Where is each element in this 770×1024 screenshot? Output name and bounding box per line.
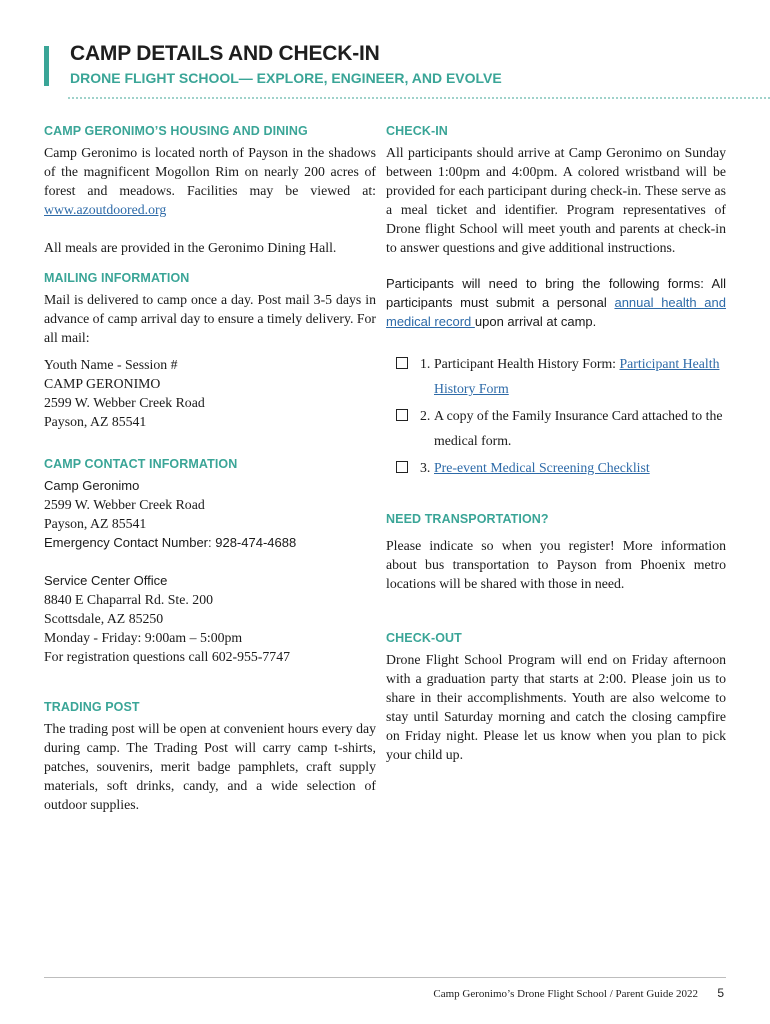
forms-checklist (386, 351, 726, 480)
meals-text: All meals are provided in the Geronimo Dining Hall. (44, 240, 337, 255)
item-text: A copy of the Family Insurance Card attached to the medical form. (434, 408, 723, 448)
address-line: CAMP GERONIMO (44, 376, 161, 391)
address-line: 2599 W. Webber Creek Road (44, 395, 205, 410)
mailing-section (44, 271, 376, 431)
housing-text (44, 143, 376, 219)
checklist-item (386, 455, 726, 480)
header-divider (68, 97, 770, 99)
right-column (386, 124, 726, 764)
registration-phone: For registration questions call 602-955-7747 (44, 649, 291, 664)
footer-text: Camp Geronimo’s Drone Flight School / Parent Guide 2022 (433, 988, 698, 1000)
mailing-text: Mail is delivered to camp once a day. Post mail 3-5 days in advance of camp arrival day to ensure a timely delivery. For all mail: (44, 292, 377, 345)
housing-body: Camp Geronimo is located north of Payson in the shadows of the magnificent Mogollon Rim on nearly 200 acres of forest and meadows. Facilities may be viewed at: (44, 145, 376, 198)
transport-text: Please indicate so when you register! More information about bus transportation to Payson from Phoenix metro locations will be shared with those in need. (386, 538, 726, 591)
contact-city: Payson, AZ 85541 (44, 516, 147, 531)
item-number: 2. (420, 408, 431, 423)
office-hours: Monday - Friday: 9:00am – 5:00pm (44, 630, 243, 645)
mailing-heading: MAILING INFORMATION (44, 271, 190, 285)
office-address (44, 590, 376, 666)
page-subtitle: DRONE FLIGHT SCHOOL— EXPLORE, ENGINEER, AND EVOLVE (70, 70, 502, 86)
housing-section (44, 124, 376, 257)
health-record-link[interactable]: annual health and medical record (386, 295, 726, 329)
azoutdoored-link[interactable]: www.azoutdoored.org (44, 202, 167, 217)
address-line: Payson, AZ 85541 (44, 414, 147, 429)
page-number: 5 (717, 986, 724, 1000)
checklist-item (386, 351, 726, 401)
bring-end: upon arrival at camp. (474, 314, 597, 329)
bring-forms-text (386, 274, 726, 331)
transport-section (386, 512, 726, 593)
item-number: 1. (420, 356, 431, 371)
checkout-text: Drone Flight School Program will end on Friday afternoon with a graduation party that starts at 2:00. Please join us to share in their accomplishments. Youth are also welcome to stay until Saturday morning and catch the closing campfire on Friday night. Please let us know when you plan to pick your child up. (386, 652, 726, 762)
checkout-section (386, 631, 726, 764)
page-title: CAMP DETAILS AND CHECK-IN (70, 42, 380, 65)
footer-divider (44, 977, 726, 978)
bring-text: Participants will need to bring the following forms: All participants must submit a personal (386, 276, 726, 310)
checkin-heading: CHECK-IN (386, 124, 448, 138)
item-text: Participant Health History Form: (434, 356, 620, 371)
health-history-link[interactable]: Participant Health History Form (434, 356, 720, 396)
contact-name: Camp Geronimo (44, 478, 140, 493)
office-street: 8840 E Chaparral Rd. Ste. 200 (44, 592, 213, 607)
checklist-item (386, 403, 726, 453)
office-name: Service Center Office (44, 573, 168, 588)
checkout-heading: CHECK-OUT (386, 631, 462, 645)
contact-address (44, 495, 376, 533)
trading-section (44, 700, 376, 814)
left-column (44, 124, 376, 814)
title-accent-bar (44, 46, 49, 86)
checkin-text: All participants should arrive at Camp Geronimo on Sunday between 1:00pm and 4:00pm. A colored wristband will be provided for each participant during check-in. These serve as a meal ticket and identifier. Program representatives of Drone flight School will meet youth and parents at check-in to answer questions and give additional instructions. (386, 145, 726, 255)
checkin-section (386, 124, 726, 480)
contact-street: 2599 W. Webber Creek Road (44, 497, 205, 512)
trading-heading: TRADING POST (44, 700, 140, 714)
contact-heading: CAMP CONTACT INFORMATION (44, 457, 238, 471)
mailing-address (44, 355, 376, 431)
checkbox[interactable] (396, 357, 408, 369)
housing-heading: CAMP GERONIMO’S HOUSING AND DINING (44, 124, 308, 138)
address-line: Youth Name - Session # (44, 357, 178, 372)
trading-text: The trading post will be open at convenient hours every day during camp. The Trading Post will carry camp t-shirts, patches, souvenirs, merit badge pamphlets, craft supply materials, soft drinks, candy, and a wide selection of outdoor supplies. (44, 721, 376, 812)
checkbox[interactable] (396, 409, 408, 421)
office-city: Scottsdale, AZ 85250 (44, 611, 164, 626)
emergency-contact: Emergency Contact Number: 928-474-4688 (44, 535, 297, 550)
screening-checklist-link[interactable]: Pre-event Medical Screening Checklist (434, 460, 650, 475)
checkbox[interactable] (396, 461, 408, 473)
transport-heading: NEED TRANSPORTATION? (386, 512, 549, 526)
contact-section (44, 457, 376, 666)
item-number: 3. (420, 460, 431, 475)
